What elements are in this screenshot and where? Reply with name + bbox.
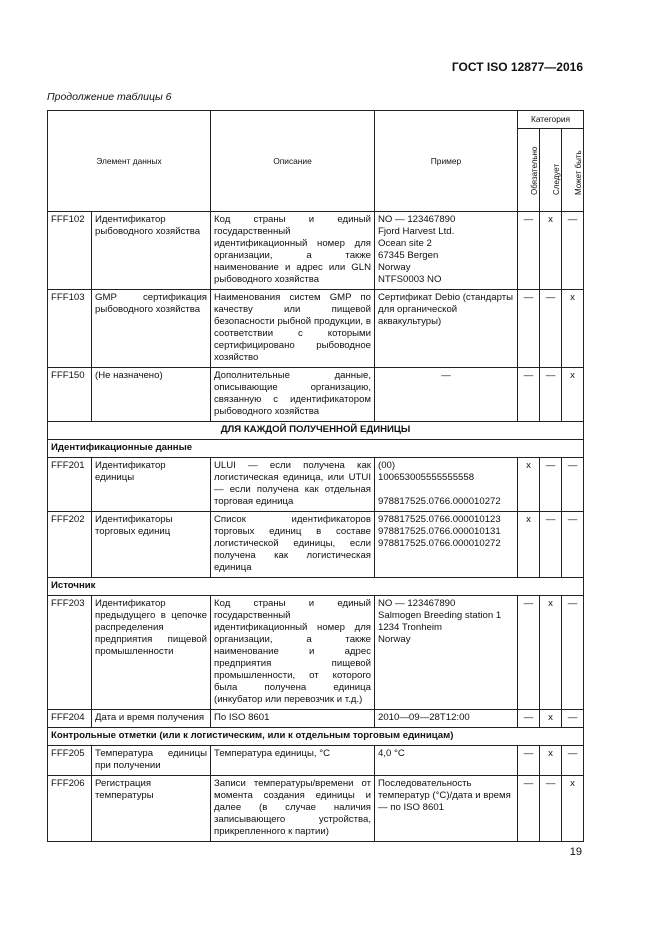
example-line: Ocean site 2 (378, 238, 432, 249)
mark-should: — (540, 512, 562, 578)
row-description: Дополнительные данные, описывающие организацию, связанную с идентификатором рыбоводного хозяйства (211, 368, 375, 422)
example-line: 978817525.0766.000010123 (378, 514, 501, 525)
table-body (48, 212, 584, 842)
row-description: Наименования систем GMP по качеству или пищевой безопасности рыбной продукции, в соответствии с которыми сертифицировано рыбоводное хозяйство (211, 290, 375, 368)
col-header-element: Элемент данных (48, 111, 211, 212)
example-line: Salmogen Breeding station 1 (378, 610, 502, 621)
mark-mandatory: — (518, 776, 540, 842)
example-line: Последовательность температур (°C)/дата и время — по ISO 8601 (378, 778, 511, 813)
table-row (48, 290, 584, 368)
row-element: Идентификатор рыбоводного хозяйства (92, 212, 211, 290)
table-section-row (48, 440, 584, 458)
mark-should: — (540, 776, 562, 842)
mark-may: x (562, 776, 584, 842)
example-line: Norway (378, 262, 411, 273)
row-code: FFF206 (48, 776, 92, 842)
mark-mandatory: — (518, 212, 540, 290)
row-element: Регистрация температуры (92, 776, 211, 842)
mark-should: — (540, 368, 562, 422)
mark-mandatory: — (518, 290, 540, 368)
mark-mandatory: — (518, 746, 540, 776)
table-row (48, 212, 584, 290)
mark-mandatory: x (518, 512, 540, 578)
mark-mandatory: — (518, 710, 540, 728)
mark-may: — (562, 596, 584, 710)
row-code: FFF102 (48, 212, 92, 290)
example-line: 2010—09—28T12:00 (378, 712, 470, 723)
row-element: Дата и время получения (92, 710, 211, 728)
row-example (375, 710, 518, 728)
example-line: 4,0 °C (378, 748, 405, 759)
table-row (48, 368, 584, 422)
row-code: FFF205 (48, 746, 92, 776)
example-line: NO — 123467890 (378, 214, 456, 225)
example-line: 100653005555555558 (378, 472, 475, 483)
row-example (375, 290, 518, 368)
row-description: По ISO 8601 (211, 710, 375, 728)
row-code: FFF150 (48, 368, 92, 422)
row-element: (Не назначено) (92, 368, 211, 422)
row-description: Температура единицы, °C (211, 746, 375, 776)
row-element: Температура единицы при получении (92, 746, 211, 776)
example-line: NO — 123467890 (378, 598, 456, 609)
row-example (375, 776, 518, 842)
row-example (375, 368, 518, 422)
example-line: NTFS0003 NO (378, 274, 442, 285)
table-row (48, 458, 584, 512)
section-title: Источник (48, 578, 584, 596)
row-element: Идентификаторы торговых единиц (92, 512, 211, 578)
row-example (375, 596, 518, 710)
example-line: 978817525.0766.000010131 (378, 526, 501, 537)
table-row (48, 746, 584, 776)
table-row (48, 776, 584, 842)
example-line: Norway (378, 634, 411, 645)
row-example (375, 512, 518, 578)
row-code: FFF204 (48, 710, 92, 728)
mark-mandatory: — (518, 368, 540, 422)
row-description: Список идентификаторов торговых единиц в составе логистической единицы, если получена как логистическая единица (211, 512, 375, 578)
row-element: Идентификатор единицы (92, 458, 211, 512)
row-example (375, 746, 518, 776)
row-code: FFF203 (48, 596, 92, 710)
mark-may: — (562, 746, 584, 776)
row-code: FFF202 (48, 512, 92, 578)
mark-may: x (562, 290, 584, 368)
example-line: Fjord Harvest Ltd. (378, 226, 455, 237)
example-line: Сертификат Debio (стандарты для органической аквакультуры) (378, 292, 513, 327)
page-number: 19 (569, 846, 582, 858)
mark-may: x (562, 368, 584, 422)
example-line: 978817525.0766.000010272 (378, 538, 501, 549)
mark-may: — (562, 512, 584, 578)
row-description: Код страны и единый государственный идентификационный номер для организации, а также наименование и адрес предприятия пищевой промышленности, от которого была получена единица (инкубатор или перевозчик и т.д.) (211, 596, 375, 710)
example-line: 1234 Tronheim (378, 622, 442, 633)
table-row (48, 596, 584, 710)
row-code: FFF103 (48, 290, 92, 368)
example-line: 67345 Bergen (378, 250, 439, 261)
col-header-example: Пример (375, 111, 518, 212)
mark-mandatory: — (518, 596, 540, 710)
section-title: Идентификационные данные (48, 440, 584, 458)
mark-should: x (540, 746, 562, 776)
table-row (48, 710, 584, 728)
standard-header: ГОСТ ISO 12877—2016 (451, 60, 583, 74)
table-section-row (48, 422, 584, 440)
example-line (378, 484, 514, 496)
section-title: Контрольные отметки (или к логистическим, или к отдельным торговым единицам) (48, 728, 584, 746)
col-header-mandatory: Обязательно (518, 129, 540, 212)
mark-should: x (540, 212, 562, 290)
row-description: ULUI — если получена как логистическая единица, или UTUI — если получена как отдельная торговая единица (211, 458, 375, 512)
table-section-row (48, 578, 584, 596)
row-example (375, 212, 518, 290)
mark-should: x (540, 596, 562, 710)
example-line: — (441, 370, 451, 381)
table-section-row (48, 728, 584, 746)
mark-may: — (562, 212, 584, 290)
section-title: ДЛЯ КАЖДОЙ ПОЛУЧЕННОЙ ЕДИНИЦЫ (48, 422, 584, 440)
mark-should: — (540, 290, 562, 368)
mark-mandatory: x (518, 458, 540, 512)
col-header-should: Следует (540, 129, 562, 212)
table-continuation-caption: Продолжение таблицы 6 (47, 91, 172, 103)
row-example (375, 458, 518, 512)
mark-may: — (562, 458, 584, 512)
row-code: FFF201 (48, 458, 92, 512)
data-elements-table (47, 110, 584, 842)
row-element: Идентификатор предыдущего в цепочке распределения предприятия пищевой промышленности (92, 596, 211, 710)
table-row (48, 512, 584, 578)
col-header-description: Описание (211, 111, 375, 212)
row-description: Код страны и единый государственный идентификационный номер для организации, а также наименование и адрес или GLN рыбоводного хозяйства (211, 212, 375, 290)
mark-should: x (540, 710, 562, 728)
example-line: 978817525.0766.000010272 (378, 496, 501, 507)
row-description: Записи температуры/времени от момента создания единицы и далее (в случае наличия записывающего устройства, прикрепленного к партии) (211, 776, 375, 842)
col-header-category: Категория (518, 111, 584, 129)
example-line: (00) (378, 460, 396, 471)
mark-should: — (540, 458, 562, 512)
col-header-may: Может быть (562, 129, 584, 212)
mark-may: — (562, 710, 584, 728)
row-element: GMP сертификация рыбоводного хозяйства (92, 290, 211, 368)
